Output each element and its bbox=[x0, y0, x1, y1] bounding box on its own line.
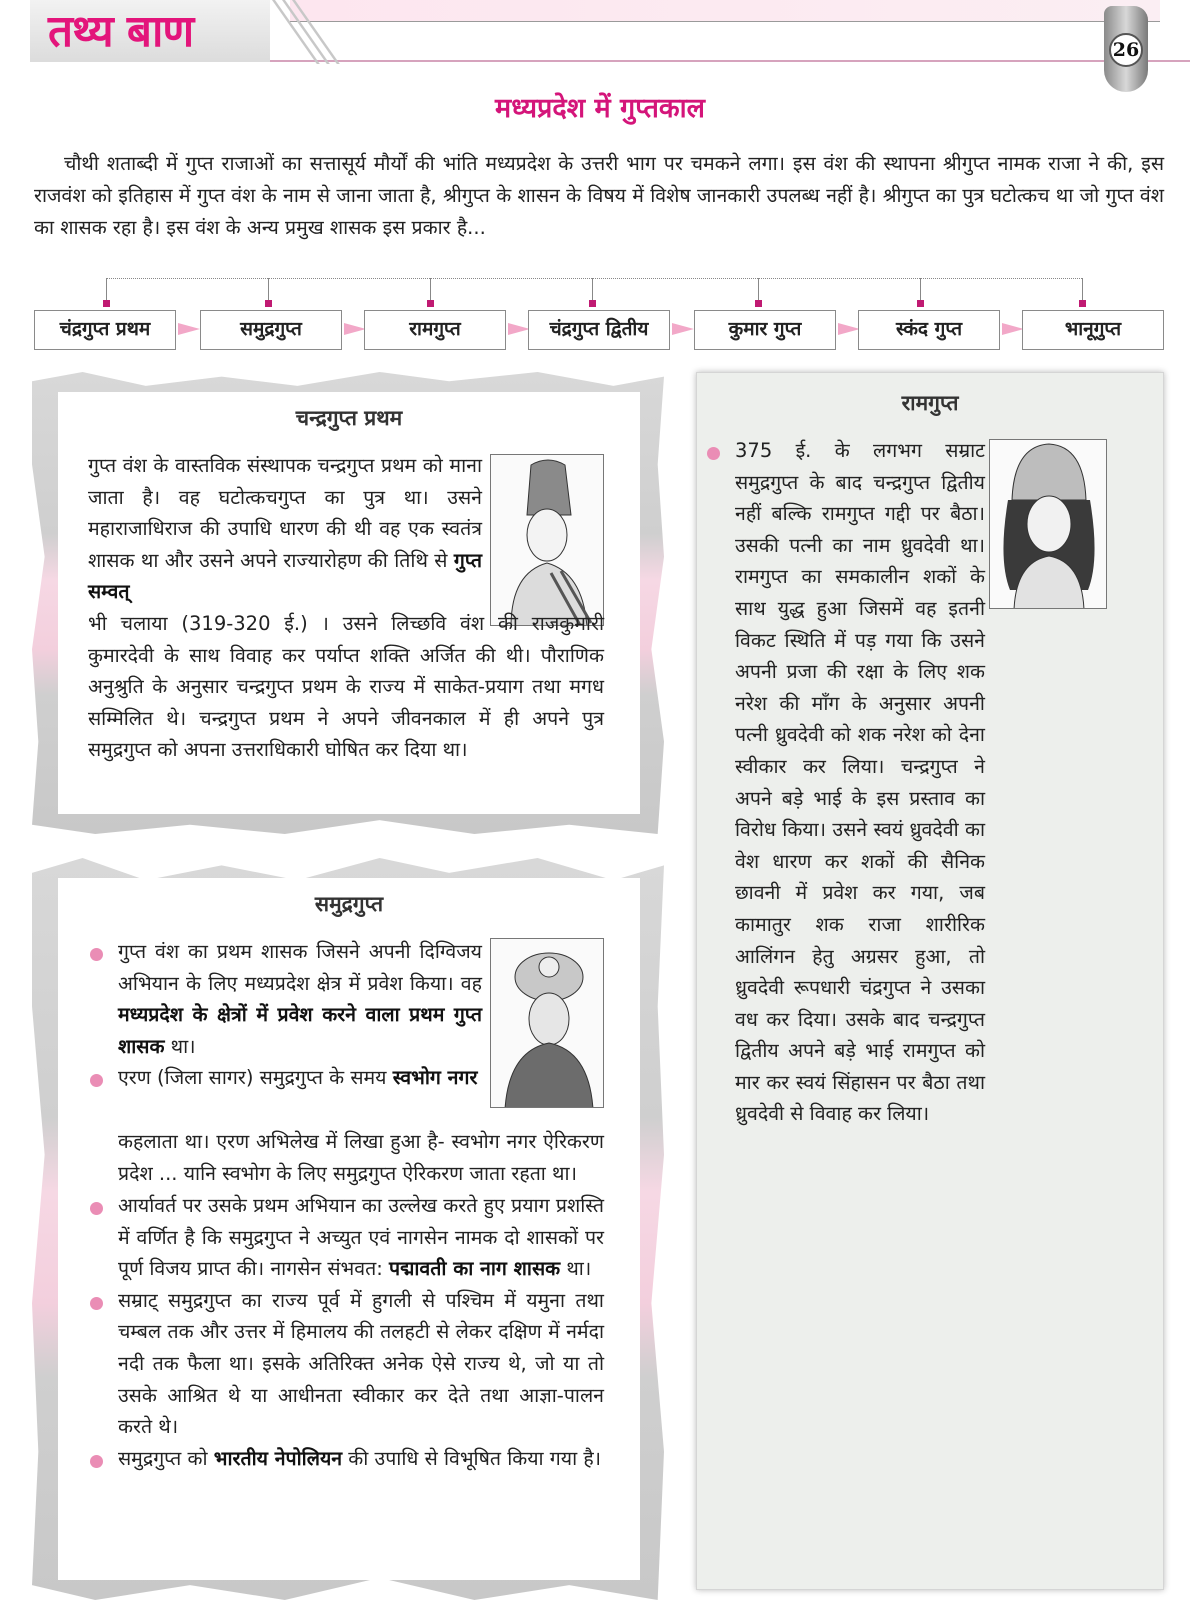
timeline-node-icon bbox=[917, 300, 924, 307]
arrow-right-icon bbox=[508, 323, 530, 335]
intro-paragraph: चौथी शताब्दी में गुप्त राजाओं का सत्तासूर्य मौर्यों की भांति मध्यप्रदेश के उत्तरी भाग पर चमकने लगा। इस वंश की स्थापना श्रीगुप्त नामक राजा ने की, इस राजवंश को इतिहास में गुप्त वंश के नाम से जाना जाता है, श्रीगुप्त के शासन के विषय में विशेष जानकारी उपलब्ध नहीं है। श्रीगुप्त का पुत्र घटोत्कच था जो गुप्त वंश का शासक रहा है। इस वंश के अन्य प्रमुख शासक इस प्रकार है... bbox=[34, 152, 1164, 239]
chandragupta-text-top: गुप्त वंश के वास्तविक संस्थापक चन्द्रगुप्त प्रथम को माना जाता है। वह घटोत्कचगुप्त का पुत्र था। उसने महाराजाधिराज की उपाधि धारण की थी वह एक स्वतंत्र शासक था और उसने अपने राज्यारोहण की तिथि से गुप्त सम्वत् bbox=[88, 454, 482, 604]
ramgupta-panel bbox=[696, 372, 1164, 1590]
timeline-node-icon bbox=[103, 300, 110, 307]
samudragupta-bullets bbox=[88, 1190, 604, 1474]
bullet-item: सम्राट् समुद्रगुप्त का राज्य पूर्व में हुगली से पश्चिम में यमुना तथा चम्बल तक और उत्तर में हिमालय की तलहटी से लेकर दक्षिण में नर्मदा नदी तक फैला था। इसके अतिरिक्त अनेक ऐसे राज्य थे, जो या तो उसके आश्रित थे या आधीनता स्वीकार कर देते तथा आज्ञा-पालन करते थे। bbox=[88, 1285, 604, 1443]
timeline-connector bbox=[106, 278, 1082, 279]
timeline-item: रामगुप्त bbox=[364, 310, 506, 350]
portrait-illustration-icon bbox=[491, 939, 604, 1108]
bullet-item: एरण (जिला सागर) समुद्रगुप्त के समय स्वभोग नगर bbox=[88, 1062, 482, 1094]
timeline-item: समुद्रगुप्त bbox=[200, 310, 342, 350]
timeline-item: भानूगुप्त bbox=[1022, 310, 1164, 350]
bullet-item: समुद्रगुप्त को भारतीय नेपोलियन की उपाधि से विभूषित किया गया है। bbox=[88, 1443, 604, 1475]
page-header bbox=[0, 0, 1200, 80]
timeline-item: चंद्रगुप्त प्रथम bbox=[34, 310, 176, 350]
arrow-right-icon bbox=[1002, 323, 1024, 335]
timeline-item: स्कंद गुप्त bbox=[858, 310, 1000, 350]
bullet-item: आर्यावर्त पर उसके प्रथम अभियान का उल्लेख करते हुए प्रयाग प्रशस्ति में वर्णित है कि समुद्रगुप्त ने अच्युत एवं नागसेन नामक दो शासकों पर पूर्ण विजय प्राप्त की। नागसेन संभवत: पद्मावती का नाग शासक था। bbox=[88, 1190, 604, 1285]
bullet-item: गुप्त वंश का प्रथम शासक जिसने अपनी दिग्विजय अभियान के लिए मध्यप्रदेश क्षेत्र में प्रवेश किया। वह मध्यप्रदेश के क्षेत्रों में प्रवेश करने वाला प्रथम गुप्त शासक था। bbox=[88, 936, 482, 1062]
ramgupta-text bbox=[705, 435, 985, 1130]
timeline-item: चंद्रगुप्त द्वितीय bbox=[528, 310, 670, 350]
chandragupta-text-bottom: भी चलाया (319-320 ई.) । उसने लिच्छवि वंश की राजकुमारी कुमारदेवी के साथ विवाह कर पर्याप्त शक्ति अर्जित की थी। पौराणिक अनुश्रुति के अनुसार चन्द्रगुप्त प्रथम के राज्य में साकेत-प्रयाग तथा मगध सम्मिलित थे। चन्द्रगुप्त प्रथम ने अपने जीवनकाल में ही अपने पुत्र समुद्रगुप्त को अपना उत्तराधिकारी घोषित कर दिया था। bbox=[88, 612, 604, 762]
samudragupta-box bbox=[58, 878, 640, 1580]
arrow-right-icon bbox=[838, 323, 860, 335]
brand-logo: तथ्य बाण bbox=[48, 6, 194, 57]
chandragupta-title: चन्द्रगुप्त प्रथम bbox=[295, 406, 403, 430]
samudragupta-text-bottom: कहलाता था। एरण अभिलेख में लिखा हुआ है- स्वभोग नगर ऐरिकरण प्रदेश ... यानि स्वभोग के लिए समुद्रगुप्त ऐरिकरण जाता रहता था। bbox=[118, 1130, 604, 1185]
ramgupta-title: रामगुप्त bbox=[901, 391, 959, 415]
timeline-node-icon bbox=[265, 300, 272, 307]
arrow-right-icon bbox=[672, 323, 694, 335]
timeline-item: कुमार गुप्त bbox=[694, 310, 836, 350]
timeline-node-icon bbox=[589, 300, 596, 307]
portrait-illustration-icon bbox=[491, 455, 604, 626]
timeline-node-icon bbox=[427, 300, 434, 307]
samudragupta-text-top bbox=[88, 936, 482, 1094]
samudragupta-portrait bbox=[490, 938, 604, 1108]
page-number: 26 bbox=[1109, 33, 1143, 67]
bullet-item: 375 ई. के लगभग सम्राट समुद्रगुप्त के बाद चन्द्रगुप्त द्वितीय नहीं बल्कि रामगुप्त गद्दी पर बैठा। उसकी पत्नी का नाम ध्रुवदेवी था। रामगुप्त का समकालीन शकों के साथ युद्ध हुआ जिसमें वह इतनी विकट स्थिति में पड़ गया कि उसने अपनी प्रजा की रक्षा के लिए शक नरेश की माँग के अनुसार अपनी पत्नी ध्रुवदेवी को शक नरेश को देना स्वीकार कर लिया। चन्द्रगुप्त ने अपने बड़े भाई के इस प्रस्ताव का विरोध किया। उसने स्वयं ध्रुवदेवी का वेश धारण कर शकों की सैनिक छावनी में प्रवेश कर गया, जब कामातुर शक राजा शारीरिक आलिंगन हेतु अग्रसर हुआ, तो ध्रुवदेवी रूपधारी चंद्रगुप्त ने उसका वध कर दिया। उसके बाद चन्द्रगुप्त द्वितीय अपने बड़े भाई रामगुप्त को मार कर स्वयं सिंहासन पर बैठा तथा ध्रुवदेवी से विवाह कर लिया। bbox=[705, 435, 1135, 1130]
ruler-timeline bbox=[34, 270, 1164, 350]
arrow-right-icon bbox=[344, 323, 366, 335]
arrow-right-icon bbox=[178, 323, 200, 335]
timeline-node-icon bbox=[755, 300, 762, 307]
timeline-node-icon bbox=[1079, 300, 1086, 307]
chandragupta-box bbox=[58, 392, 640, 814]
chandragupta-portrait bbox=[490, 454, 604, 626]
samudragupta-title: समुद्रगुप्त bbox=[314, 892, 384, 916]
highlight-gupta-samvat: गुप्त सम्वत् bbox=[88, 548, 482, 604]
page-title: मध्यप्रदेश में गुप्तकाल bbox=[495, 93, 705, 124]
